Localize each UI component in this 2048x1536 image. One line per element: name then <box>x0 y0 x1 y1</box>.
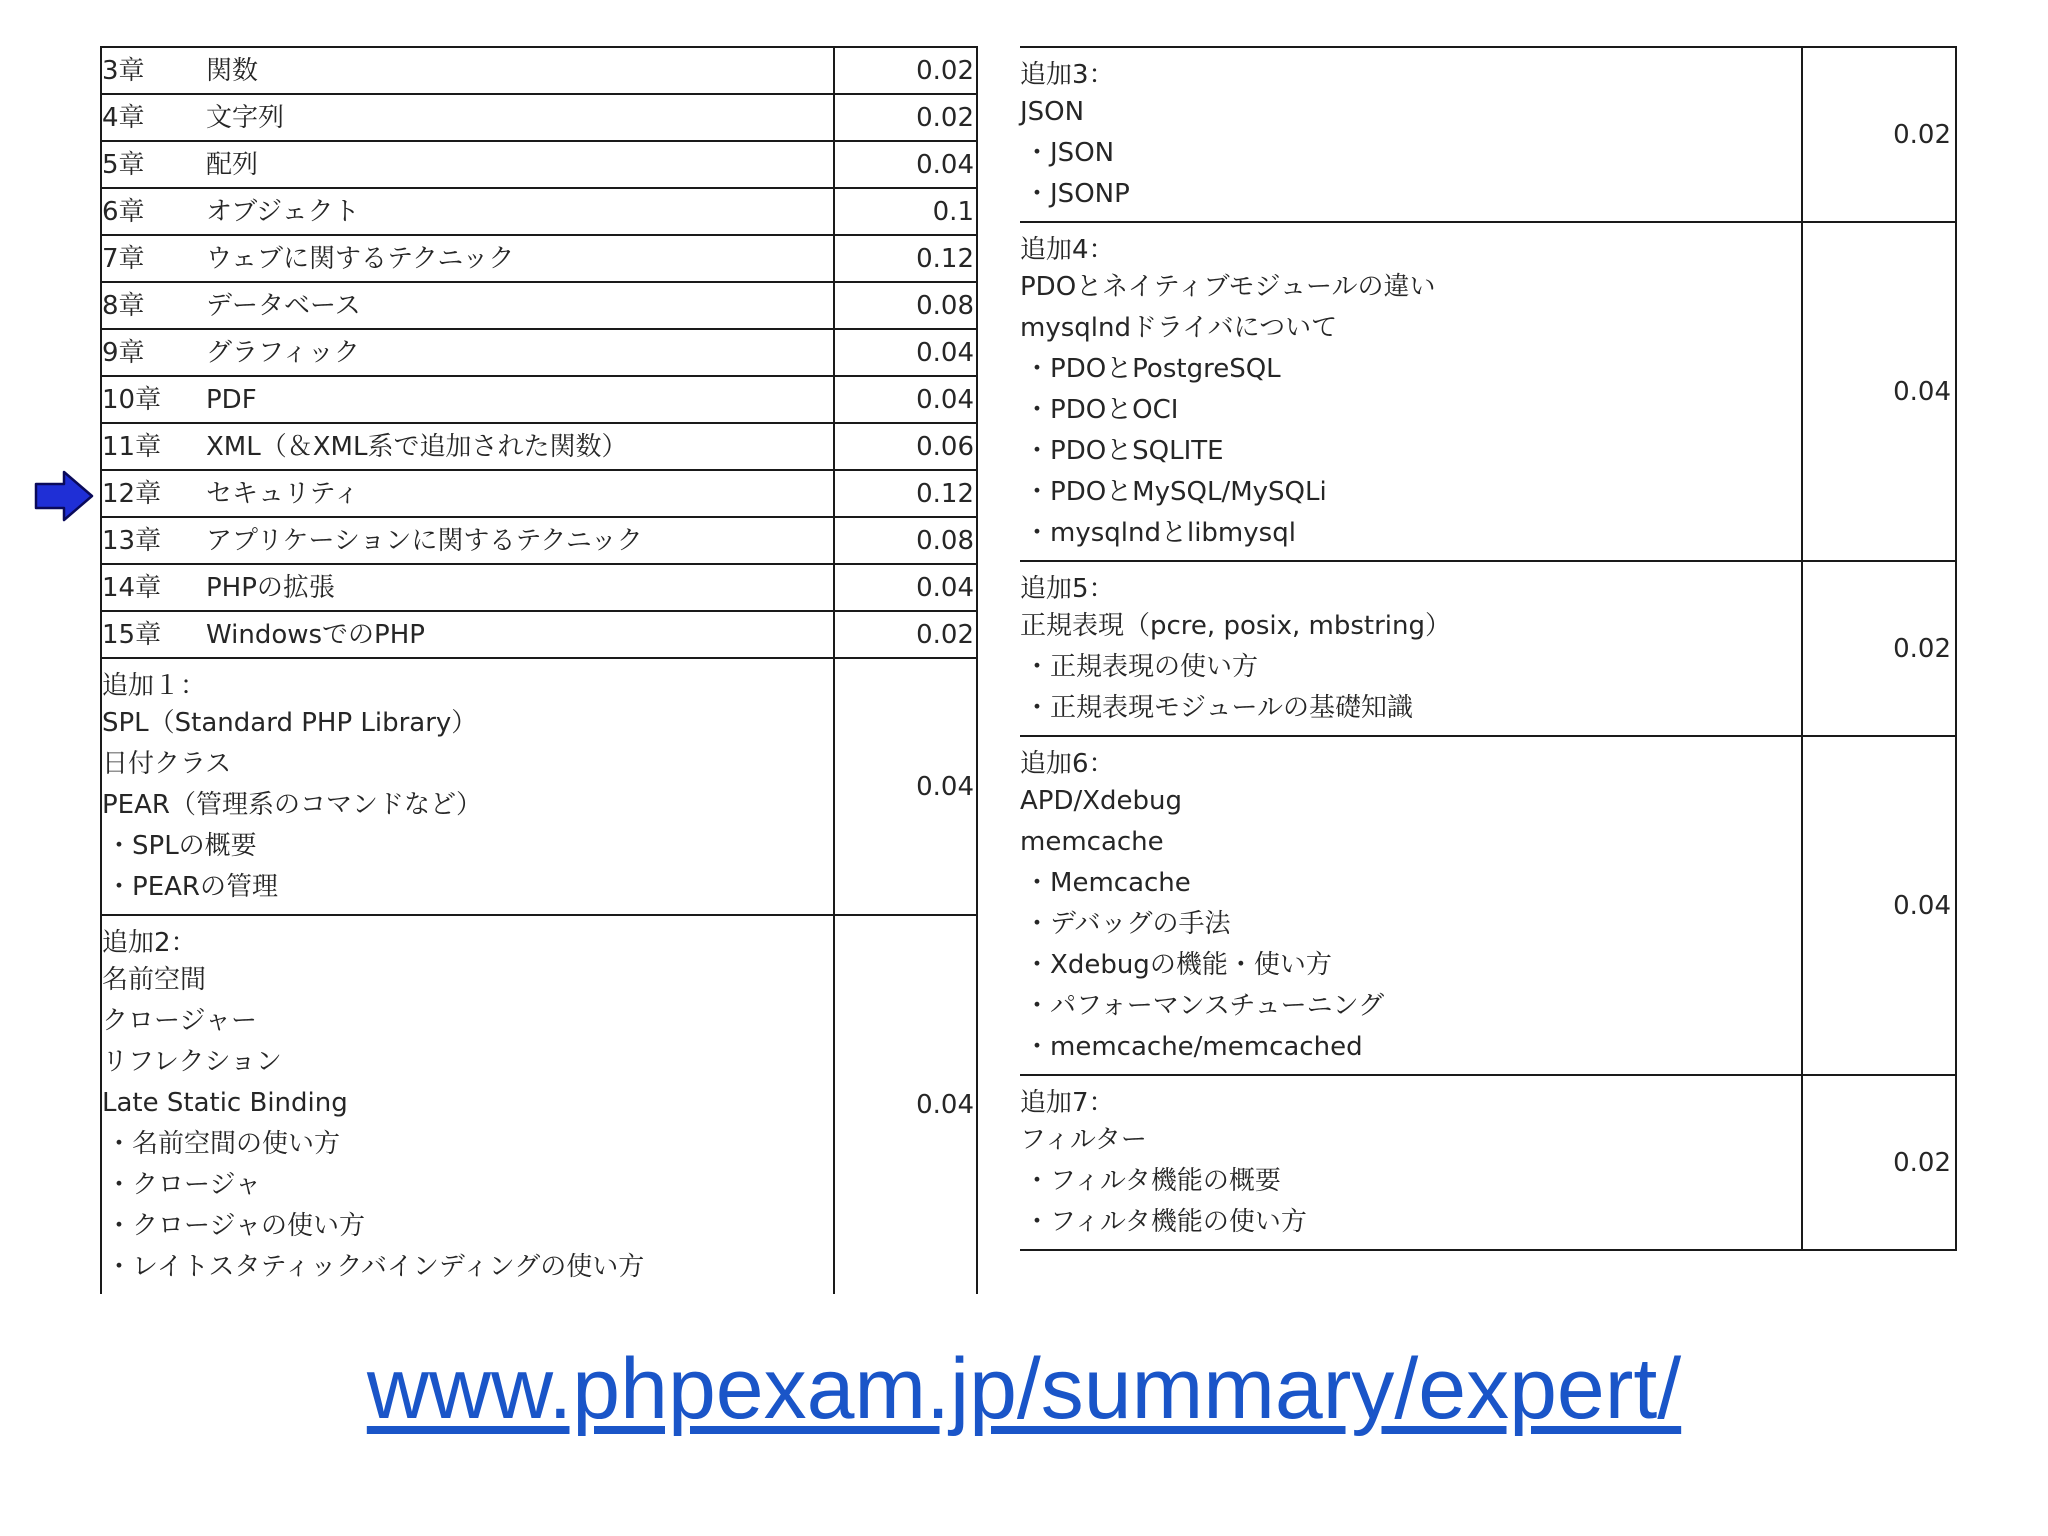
chapter-row <box>101 564 977 611</box>
addition-bullet: ・ mysqlndとlibmysql <box>1020 513 1801 554</box>
addition-bullet: ・ JSONP <box>1020 174 1801 215</box>
weight-value: 0.02 <box>1802 47 1956 222</box>
addition-row <box>1020 736 1956 1075</box>
chapter-row <box>101 235 977 282</box>
weight-value: 0.04 <box>834 329 977 376</box>
chapter-row <box>101 376 977 423</box>
chapter-number: 10章 <box>102 384 162 415</box>
weight-value: 0.12 <box>834 235 977 282</box>
chapter-title: セキュリティ <box>206 478 360 509</box>
chapter-cell <box>101 517 834 564</box>
chapter-cell <box>101 376 834 423</box>
chapter-row <box>101 329 977 376</box>
addition-bullet: ・ 正規表現モジュールの基礎知識 <box>1020 688 1801 729</box>
addition-row <box>1020 222 1956 561</box>
addition-bullet: ・ レイトスタティックバインディングの使い方 <box>102 1247 833 1288</box>
syllabus-url-link[interactable]: www.phpexam.jp/summary/expert/ <box>366 1341 1682 1437</box>
weight-value: 0.04 <box>834 915 977 1294</box>
addition-topic: SPL（Standard PHP Library） <box>102 708 478 738</box>
chapter-title: オブジェクト <box>206 196 360 227</box>
chapter-title: PHPの拡張 <box>206 572 335 603</box>
chapter-row <box>101 94 977 141</box>
chapter-cell <box>101 564 834 611</box>
chapter-title: 文字列 <box>206 102 285 133</box>
addition-bullet: ・ クロージャの使い方 <box>102 1206 833 1247</box>
addition-bullet: ・ PDOとSQLITE <box>1020 431 1801 472</box>
addition-topic: memcache <box>1020 827 1164 857</box>
chapter-row <box>101 141 977 188</box>
weight-value: 0.04 <box>834 141 977 188</box>
addition-bullet: ・ memcache/memcached <box>1020 1027 1801 1068</box>
chapter-number: 14章 <box>102 572 162 603</box>
chapter-row <box>101 517 977 564</box>
addition-topic: PDOとネイティブモジュールの違い <box>1020 272 1436 302</box>
chapter-cell <box>101 329 834 376</box>
addition-topic: PEAR（管理系のコマンドなど） <box>102 790 482 820</box>
addition-heading: 追加6： <box>1020 749 1115 779</box>
chapter-title: PDF <box>206 384 257 415</box>
weight-value: 0.04 <box>1802 222 1956 561</box>
weight-value: 0.04 <box>1802 736 1956 1075</box>
chapter-title: データベース <box>206 290 361 321</box>
weight-value: 0.12 <box>834 470 977 517</box>
addition-heading: 追加7： <box>1020 1088 1115 1118</box>
weight-value: 0.08 <box>834 517 977 564</box>
weight-value: 0.08 <box>834 282 977 329</box>
addition-topic: APD/Xdebug <box>1020 786 1183 816</box>
chapter-cell <box>101 188 834 235</box>
chapter-cell <box>101 235 834 282</box>
chapter-number: 15章 <box>102 619 162 650</box>
addition-topic: 正規表現（pcre, posix, mbstring） <box>1020 611 1452 641</box>
addition-topic: クロージャー <box>102 1006 257 1036</box>
weight-value: 0.06 <box>834 423 977 470</box>
addition-cell <box>1020 736 1802 1075</box>
addition-cell <box>101 915 834 1294</box>
addition-bullet: ・ 名前空間の使い方 <box>102 1124 833 1165</box>
addition-heading: 追加１： <box>102 671 207 701</box>
addition-bullet: ・ パフォーマンスチューニング <box>1020 986 1801 1027</box>
addition-topic: 名前空間 <box>102 965 207 995</box>
weight-value: 0.02 <box>1802 1075 1956 1250</box>
addition-bullet: ・ SPLの概要 <box>102 826 833 867</box>
weight-value: 0.04 <box>834 658 977 915</box>
chapter-title: 配列 <box>206 149 259 180</box>
chapter-number: 9章 <box>102 337 145 368</box>
addition-heading: 追加4： <box>1020 235 1115 265</box>
chapter-row <box>101 423 977 470</box>
chapter-cell <box>101 423 834 470</box>
chapter-number: 4章 <box>102 102 145 133</box>
weight-value: 0.04 <box>834 376 977 423</box>
addition-row <box>1020 561 1956 736</box>
chapter-row <box>101 282 977 329</box>
chapter-cell <box>101 611 834 658</box>
left-syllabus-table <box>100 46 978 1294</box>
right-arrow-icon <box>34 470 94 522</box>
addition-topic: フィルター <box>1020 1125 1147 1155</box>
chapter-title: グラフィック <box>206 337 360 368</box>
chapter-title: アプリケーションに関するテクニック <box>206 525 643 556</box>
weight-value: 0.04 <box>834 564 977 611</box>
addition-cell <box>1020 222 1802 561</box>
chapter-title: ウェブに関するテクニック <box>206 243 515 274</box>
addition-bullet: ・ JSON <box>1020 133 1801 174</box>
addition-cell <box>1020 561 1802 736</box>
chapter-cell <box>101 47 834 94</box>
chapter-row <box>101 188 977 235</box>
chapter-cell <box>101 141 834 188</box>
addition-row <box>101 915 977 1294</box>
chapter-row <box>101 611 977 658</box>
addition-cell <box>101 658 834 915</box>
addition-bullet: ・ PDOとOCI <box>1020 390 1801 431</box>
addition-topic: JSON <box>1020 97 1085 127</box>
chapter-number: 12章 <box>102 478 162 509</box>
addition-bullet: ・ PEARの管理 <box>102 867 833 908</box>
addition-topic: リフレクション <box>102 1047 282 1077</box>
addition-bullet: ・ フィルタ機能の概要 <box>1020 1161 1801 1202</box>
chapter-row <box>101 47 977 94</box>
chapter-cell <box>101 282 834 329</box>
chapter-number: 3章 <box>102 55 145 86</box>
addition-row <box>1020 1075 1956 1250</box>
chapter-title: XML（＆XML系で追加された関数） <box>206 431 628 462</box>
chapter-number: 11章 <box>102 431 162 462</box>
chapter-number: 13章 <box>102 525 162 556</box>
chapter-cell <box>101 470 834 517</box>
addition-row <box>1020 47 1956 222</box>
weight-value: 0.1 <box>834 188 977 235</box>
weight-value: 0.02 <box>834 47 977 94</box>
addition-bullet: ・ クロージャ <box>102 1165 833 1206</box>
addition-cell <box>1020 47 1802 222</box>
addition-bullet: ・ PDOとPostgreSQL <box>1020 349 1801 390</box>
addition-heading: 追加3： <box>1020 60 1115 90</box>
addition-topic: mysqlndドライバについて <box>1020 313 1338 343</box>
addition-bullet: ・ Xdebugの機能・使い方 <box>1020 945 1801 986</box>
chapter-cell <box>101 94 834 141</box>
weight-value: 0.02 <box>834 94 977 141</box>
addition-topic: 日付クラス <box>102 749 232 779</box>
addition-row <box>101 658 977 915</box>
weight-value: 0.02 <box>1802 561 1956 736</box>
chapter-number: 5章 <box>102 149 145 180</box>
addition-bullet: ・ 正規表現の使い方 <box>1020 647 1801 688</box>
chapter-number: 8章 <box>102 290 145 321</box>
addition-bullet: ・ フィルタ機能の使い方 <box>1020 1202 1801 1243</box>
addition-bullet: ・ PDOとMySQL/MySQLi <box>1020 472 1801 513</box>
weight-value: 0.02 <box>834 611 977 658</box>
chapter-title: WindowsでのPHP <box>206 619 425 650</box>
right-syllabus-table <box>1020 46 1957 1251</box>
chapter-number: 7章 <box>102 243 145 274</box>
addition-bullet: ・ デバッグの手法 <box>1020 904 1801 945</box>
addition-topic: Late Static Binding <box>102 1088 348 1118</box>
addition-bullet: ・ Memcache <box>1020 863 1801 904</box>
chapter-title: 関数 <box>206 55 259 86</box>
addition-cell <box>1020 1075 1802 1250</box>
addition-heading: 追加5： <box>1020 574 1115 604</box>
chapter-number: 6章 <box>102 196 145 227</box>
addition-heading: 追加2： <box>102 928 197 958</box>
chapter-row <box>101 470 977 517</box>
